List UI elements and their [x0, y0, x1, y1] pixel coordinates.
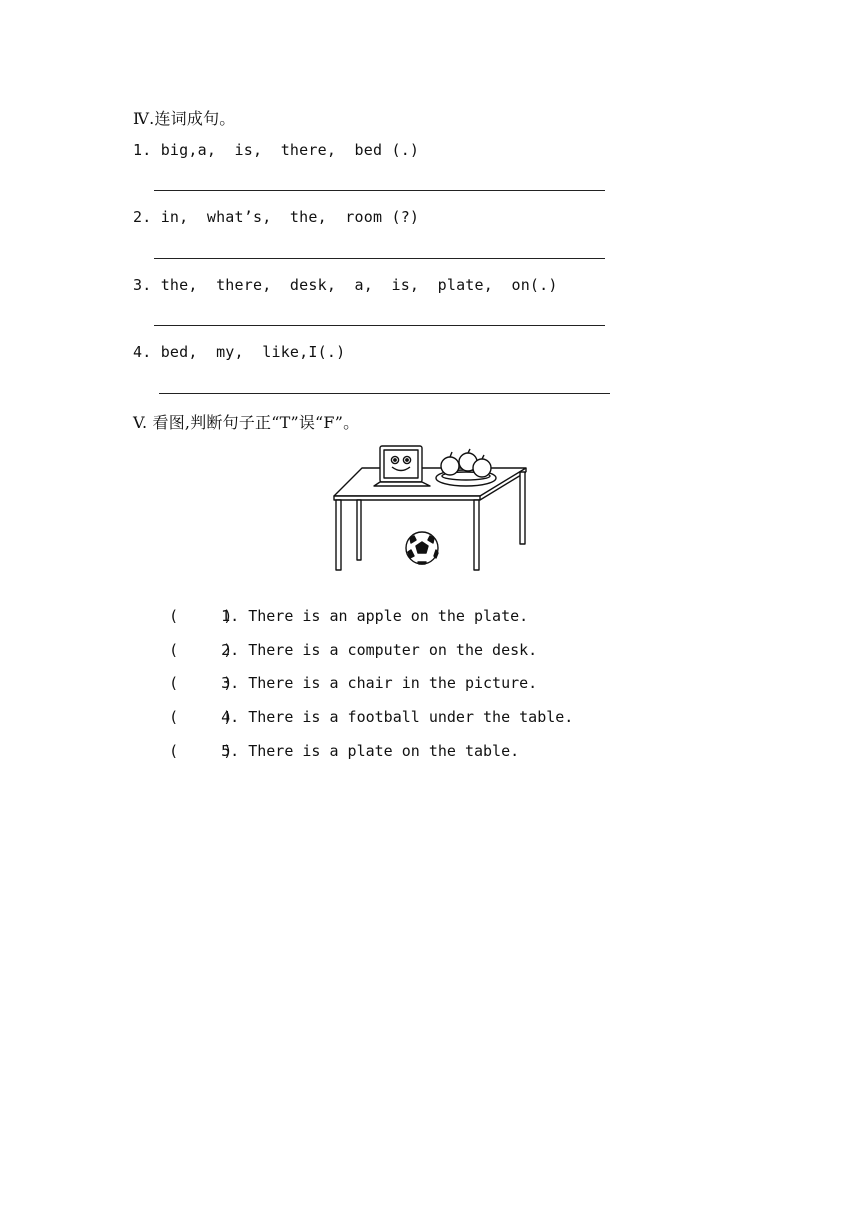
answer-line-3[interactable]	[154, 325, 605, 326]
answer-bracket-3[interactable]: ( )	[169, 674, 233, 692]
judgement-sentence-1: 1. There is an apple on the plate.	[221, 607, 529, 625]
question-4: 4. bed, my, like,I(.)	[133, 343, 346, 361]
answer-line-2[interactable]	[154, 258, 605, 259]
judgement-sentence-5: 5. There is a plate on the table.	[221, 742, 520, 760]
section-4-title: Ⅳ.连词成句。	[133, 109, 236, 128]
answer-bracket-5[interactable]: ( )	[169, 742, 233, 760]
answer-line-1[interactable]	[154, 190, 605, 191]
judgement-item-5	[133, 724, 519, 778]
table-illustration	[330, 440, 530, 575]
judgement-sentence-3: 3. There is a chair in the picture.	[221, 674, 538, 692]
judgement-sentence-4: 4. There is a football under the table.	[221, 708, 574, 726]
section-5-title: V. 看图,判断句子正“T”误“F”。	[133, 413, 360, 432]
answer-line-4[interactable]	[159, 393, 610, 394]
question-3: 3. the, there, desk, a, is, plate, on(.)	[133, 276, 558, 294]
answer-bracket-1[interactable]: ( )	[169, 607, 233, 625]
question-1: 1. big,a, is, there, bed (.)	[133, 141, 420, 159]
question-2: 2. in, what’s, the, room (?)	[133, 208, 420, 226]
judgement-sentence-2: 2. There is a computer on the desk.	[221, 641, 538, 659]
answer-bracket-2[interactable]: ( )	[169, 641, 233, 659]
answer-bracket-4[interactable]: ( )	[169, 708, 233, 726]
